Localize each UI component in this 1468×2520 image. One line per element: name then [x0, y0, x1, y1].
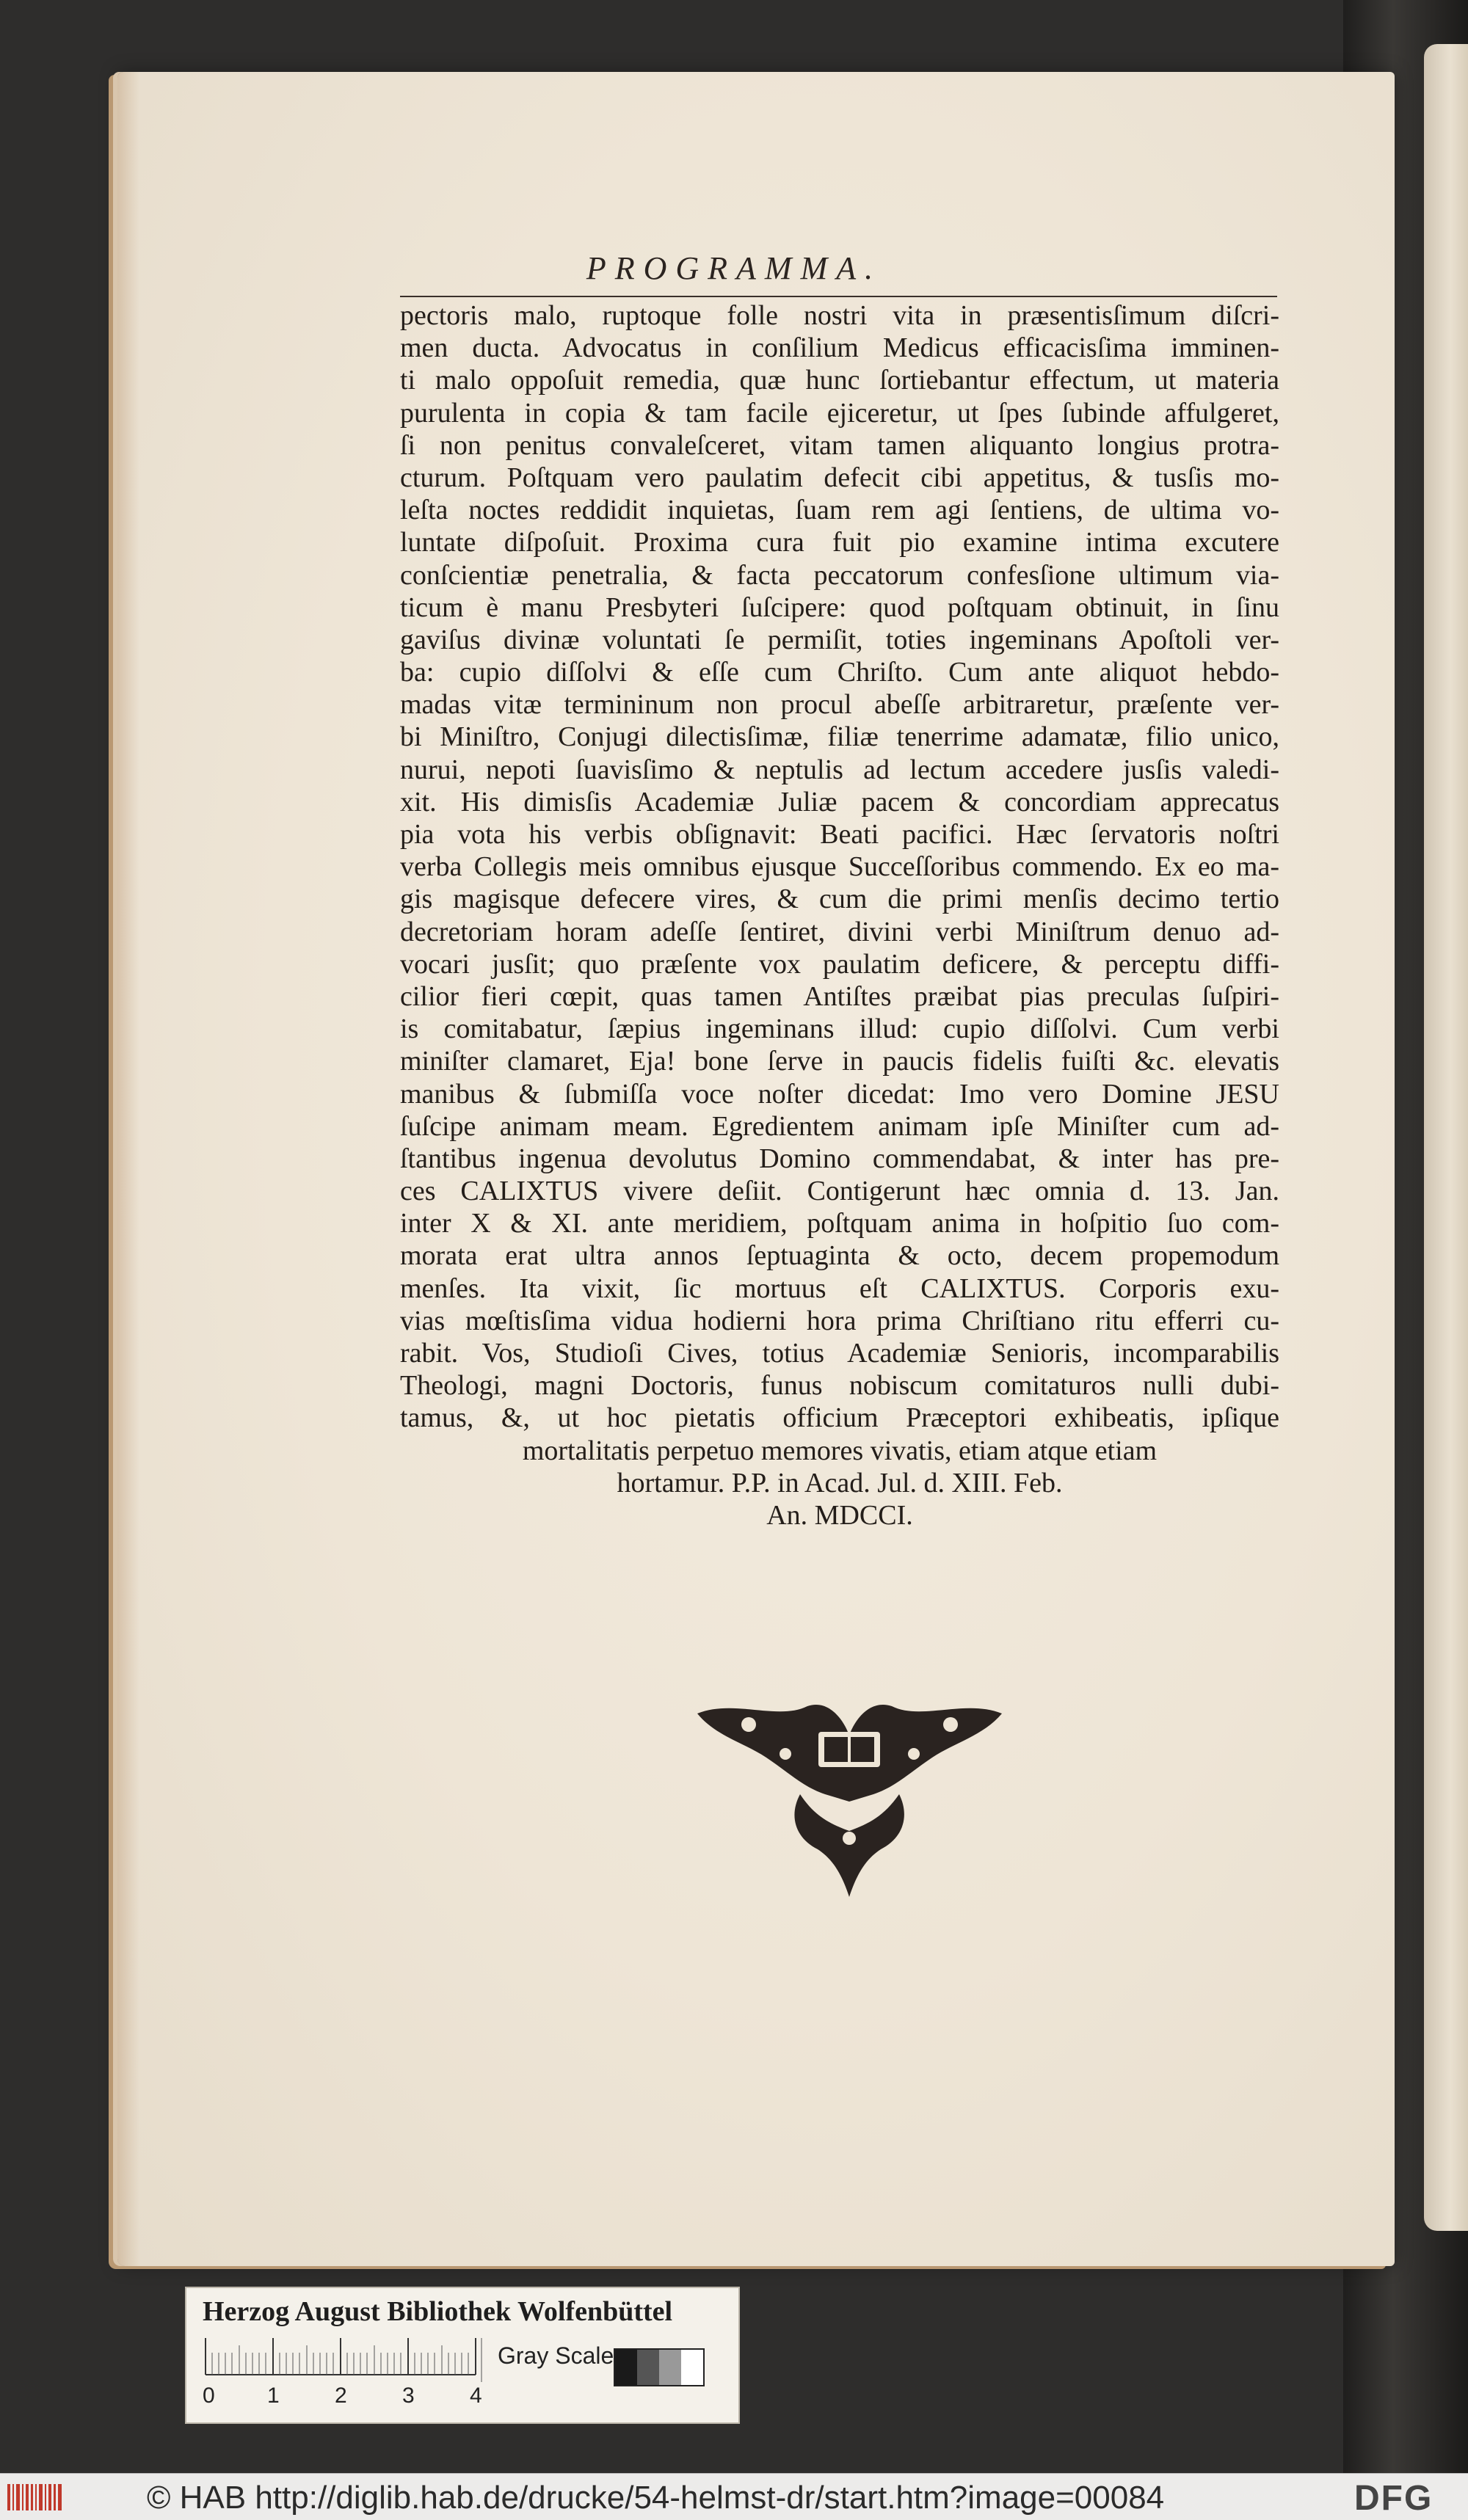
text-line: ſtantibus ingenua devolutus Domino commendabat, & inter has pre-: [400, 1143, 1279, 1174]
text-line: morata erat ultra annos ſeptuaginta & octo, decem propemodum: [400, 1240, 1279, 1272]
text-line: men ducta. Advocatus in conſilium Medicus efficacisſima imminen-: [400, 332, 1279, 364]
text-line: ba: cupio diſſolvi & eſſe cum Chriſto. Cum ante aliquot hebdo-: [400, 657, 1279, 688]
text-line: cilior fieri cœpit, quas tamen Antiſtes præibat pias preculas ſuſpiri-: [400, 980, 1279, 1012]
text-line: ces CALIXTUS vivere deſiit. Contigerunt hæc omnia d. 13. Jan.: [400, 1176, 1279, 1207]
gray-scale-swatch: [614, 2348, 705, 2386]
text-line: rabit. Vos, Studioſi Cives, totius Academiæ Senioris, incomparabilis: [400, 1338, 1279, 1369]
source-url[interactable]: © HAB http://diglib.hab.de/drucke/54-helmst-dr/start.htm?image=00084: [147, 2480, 1165, 2516]
text-line: verba Collegis meis omnibus ejusque Succeſſoribus commendo. Ex eo ma-: [400, 851, 1279, 883]
text-line: conſcientiæ penetralia, & facta peccatorum confesſione ultimum via-: [400, 559, 1279, 591]
text-line: bi Miniſtro, Conjugi dilectisſimæ, filiæ tenerrime adamatæ, filio unico,: [400, 721, 1279, 753]
text-line: gis magisque defecere vires, & cum die primi menſis decimo tertio: [400, 884, 1279, 915]
text-line: manibus & ſubmiſſa voce noſter dicedat: Imo vero Domine JESU: [400, 1078, 1279, 1110]
text-line: pectoris malo, ruptoque folle nostri vita in præsentisſimum diſcri-: [400, 300, 1279, 331]
printers-ornament-icon: [690, 1691, 1009, 1897]
text-line: nurui, nepoti ſuavisſimo & neptulis ad lectum accedere jusſis valedi-: [400, 754, 1279, 785]
text-line: inter X & XI. ante meridiem, poſtquam anima in hoſpitio ſuo com-: [400, 1208, 1279, 1239]
text-line: ſi non penitus convaleſceret, vitam tamen aliquanto longius protra-: [400, 429, 1279, 461]
text-line: decretoriam horam adeſſe ſentiret, divini verbi Miniſtrum denuo ad-: [400, 916, 1279, 947]
text-line: gaviſus divinæ voluntati ſe permiſit, toties ingeminans Apoſtoli ver-: [400, 624, 1279, 655]
text-line: is comitabatur, ſæpius ingeminans illud: cupio diſſolvi. Cum verbi: [400, 1013, 1279, 1045]
ruler-tick-label: 4: [470, 2384, 482, 2408]
text-line: cturum. Poſtquam vero paulatim defecit cibi appetitus, & tusſis mo-: [400, 462, 1279, 493]
text-line: tamus, &, ut hoc pietatis officium Præceptori exhibeatis, ipſique: [400, 1402, 1279, 1434]
facing-page-edge: [1424, 44, 1468, 2231]
text-line: purulenta in copia & tam facile ejiceretur, ut ſpes ſubinde affulgeret,: [400, 397, 1279, 429]
text-line: menſes. Ita vixit, ſic mortuus eſt CALIXTUS. Corporis exu-: [400, 1272, 1279, 1304]
dfg-logo: DFG: [1354, 2479, 1434, 2518]
closing-line: mortalitatis perpetuo memores vivatis, etiam atque etiam: [522, 1435, 1158, 1466]
barcode-logo-icon: [6, 2481, 65, 2513]
text-line: ti malo oppoſuit remedia, quæ hunc ſortiebantur effectum, ut materia: [400, 365, 1279, 396]
text-line: miniſter clamaret, Eja! bone ſerve in paucis fidelis fuiſti &c. elevatis: [400, 1046, 1279, 1077]
text-line: madas vitæ termininum non procul abeſſe arbitraretur, præſente ver-: [400, 689, 1279, 721]
text-line: Theologi, magni Doctoris, funus nobiscum comitaturos nulli dubi-: [400, 1370, 1279, 1402]
viewer-footer: [0, 2473, 1468, 2520]
text-line: xit. His dimisſis Academiæ Juliæ pacem & concordiam apprecatus: [400, 786, 1279, 817]
text-line: leſta noctes reddidit inquietas, ſuam rem agi ſentiens, de ultima vo-: [400, 495, 1279, 526]
running-head: PROGRAMMA.: [586, 250, 882, 286]
text-line: vocari jusſit; quo præſente vox paulatim deficere, & perceptu diffi-: [400, 948, 1279, 980]
text-line: ticum è manu Presbyteri ſuſcipere: quod poſtquam obtinuit, in ſinu: [400, 591, 1279, 623]
body-text: [400, 299, 1279, 1532]
ruler-tick-label: 1: [267, 2384, 280, 2408]
text-line: ſuſcipe animam meam. Egredientem animam ipſe Miniſter cum ad-: [400, 1110, 1279, 1142]
closing-line: hortamur. P.P. in Acad. Jul. d. XIII. Feb.: [617, 1467, 1063, 1498]
text-line: luntate diſpoſuit. Proxima cura fuit pio examine intima excutere: [400, 527, 1279, 558]
ruler-tick-label: 2: [335, 2384, 347, 2408]
date-line: An. MDCCI.: [766, 1499, 913, 1531]
library-name: Herzog August Bibliothek Wolfenbüttel: [203, 2296, 673, 2327]
text-line: vias mœſtisſima vidua hodierni hora prima Chriſtiano ritu efferri cu-: [400, 1305, 1279, 1336]
ruler-tick-label: 0: [203, 2384, 215, 2408]
gray-scale-label: Gray Scale: [498, 2342, 614, 2369]
ruler-tick-label: 3: [402, 2384, 415, 2408]
color-calibration-card: [185, 2287, 740, 2424]
text-line: pia vota his verbis obſignavit: Beati pacifici. Hæc ſervatoris noſtri: [400, 819, 1279, 850]
header-rule: [400, 296, 1277, 297]
